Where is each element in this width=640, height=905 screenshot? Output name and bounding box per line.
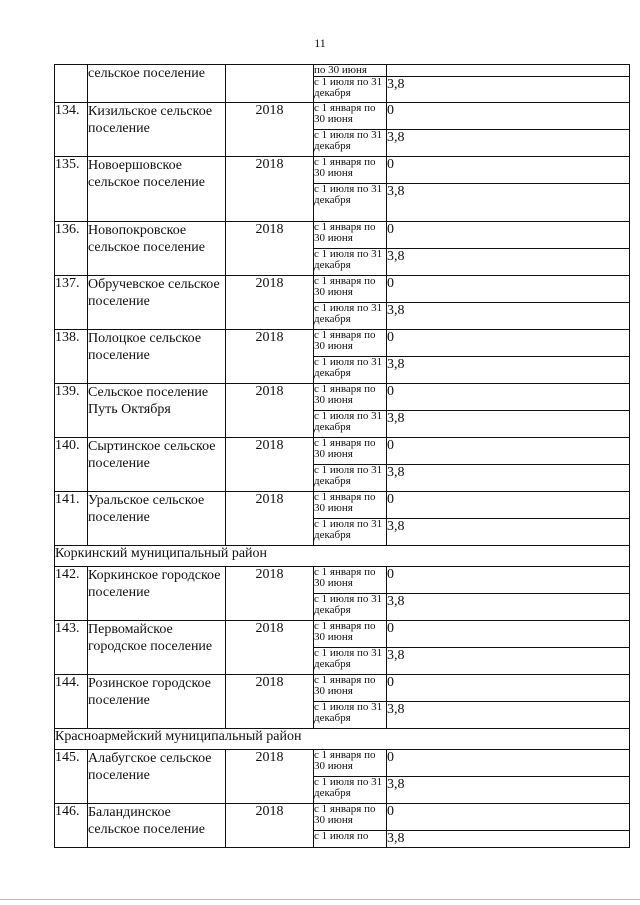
page-bottom-edge — [0, 899, 640, 900]
year: 2018 — [226, 330, 314, 384]
settlement-name: Уральское сельское поселение — [88, 492, 226, 546]
row-number: 145. — [55, 750, 88, 804]
year — [226, 65, 314, 103]
rate-first-half: 0 — [387, 621, 630, 648]
period-first-half: с 1 января по 30 июня — [314, 276, 387, 303]
table-row — [55, 492, 630, 519]
rate-first-half: 0 — [387, 222, 630, 249]
settlement-name: Баландинское сельское поселение — [88, 804, 226, 848]
rate-second-half: 3,8 — [387, 648, 630, 675]
period-first-half: с 1 января по 30 июня — [314, 567, 387, 594]
table-row — [55, 157, 630, 184]
settlement-name: сельское поселение — [88, 65, 226, 103]
settlement-name: Розинское городское поселение — [88, 675, 226, 729]
row-number — [55, 65, 88, 103]
settlement-name: Первомайское городское поселение — [88, 621, 226, 675]
period-second-half: с 1 июля по 31 декабря — [314, 411, 387, 438]
year: 2018 — [226, 157, 314, 222]
year: 2018 — [226, 276, 314, 330]
rate-second-half: 3,8 — [387, 777, 630, 804]
period-second-half: с 1 июля по 31 декабря — [314, 303, 387, 330]
settlement-name: Полоцкое сельское поселение — [88, 330, 226, 384]
period-second-half: с 1 июля по 31 декабря — [314, 249, 387, 276]
period-second-half: с 1 июля по 31 декабря — [314, 130, 387, 157]
period-second-half: с 1 июля по 31 декабря — [314, 77, 387, 103]
district-name: Коркинский муниципальный район — [55, 546, 630, 567]
rate-first-half: 0 — [387, 804, 630, 831]
period-second-half: с 1 июля по — [314, 831, 387, 848]
rate-second-half: 3,8 — [387, 594, 630, 621]
row-number: 143. — [55, 621, 88, 675]
period-first-half: с 1 января по 30 июня — [314, 157, 387, 184]
rate-first-half: 0 — [387, 675, 630, 702]
year: 2018 — [226, 675, 314, 729]
year: 2018 — [226, 567, 314, 621]
period-first-half: с 1 января по 30 июня — [314, 103, 387, 130]
row-number: 137. — [55, 276, 88, 330]
period-first-half: с 1 января по 30 июня — [314, 492, 387, 519]
row-number: 134. — [55, 103, 88, 157]
period-second-half: с 1 июля по 31 декабря — [314, 519, 387, 546]
rate-second-half: 3,8 — [387, 519, 630, 546]
rate-second-half: 3,8 — [387, 77, 630, 103]
row-number: 138. — [55, 330, 88, 384]
rate-second-half: 3,8 — [387, 411, 630, 438]
period-second-half: с 1 июля по 31 декабря — [314, 702, 387, 729]
year: 2018 — [226, 222, 314, 276]
rate-first-half: 0 — [387, 276, 630, 303]
rate-first-half: 0 — [387, 157, 630, 184]
year: 2018 — [226, 750, 314, 804]
settlement-name: Новопокровское сельское поселение — [88, 222, 226, 276]
district-name: Красноармейский муниципальный район — [55, 729, 630, 750]
rate-second-half: 3,8 — [387, 465, 630, 492]
page-number: 11 — [314, 36, 326, 50]
row-number: 144. — [55, 675, 88, 729]
settlement-name: Алабугское сельское поселение — [88, 750, 226, 804]
rate-first-half: 0 — [387, 438, 630, 465]
settlement-name: Сельское поселение Путь Октября — [88, 384, 226, 438]
rate-first-half: 0 — [387, 492, 630, 519]
period-first-half: с 1 января по 30 июня — [314, 675, 387, 702]
row-number: 141. — [55, 492, 88, 546]
district-row — [55, 729, 630, 750]
settlement-name: Кизильское сельское поселение — [88, 103, 226, 157]
year: 2018 — [226, 384, 314, 438]
table-row — [55, 750, 630, 777]
period-first-half: с 1 января по 30 июня — [314, 804, 387, 831]
table-row — [55, 384, 630, 411]
table-row — [55, 65, 630, 77]
settlement-name: Обручевское сельское поселение — [88, 276, 226, 330]
period-first-half: с 1 января по 30 июня — [314, 621, 387, 648]
period-first-half: с 1 января по 30 июня — [314, 222, 387, 249]
period-first-half: с 1 января по 30 июня — [314, 438, 387, 465]
rate-first-half — [387, 65, 630, 77]
rate-second-half: 3,8 — [387, 249, 630, 276]
period-second-half: с 1 июля по 31 декабря — [314, 594, 387, 621]
table-row — [55, 103, 630, 130]
rate-first-half: 0 — [387, 330, 630, 357]
period-second-half: с 1 июля по 31 декабря — [314, 777, 387, 804]
table-row — [55, 438, 630, 465]
table-row — [55, 621, 630, 648]
year: 2018 — [226, 804, 314, 848]
settlement-name: Новоершовское сельское поселение — [88, 157, 226, 222]
settlement-name: Коркинское городское поселение — [88, 567, 226, 621]
table-row — [55, 804, 630, 831]
rate-second-half: 3,8 — [387, 303, 630, 330]
period-first-half: по 30 июня — [314, 65, 387, 77]
year: 2018 — [226, 103, 314, 157]
period-second-half: с 1 июля по 31 декабря — [314, 465, 387, 492]
rate-first-half: 0 — [387, 567, 630, 594]
rate-second-half: 3,8 — [387, 130, 630, 157]
table-row — [55, 222, 630, 249]
year: 2018 — [226, 438, 314, 492]
year: 2018 — [226, 492, 314, 546]
table-row — [55, 276, 630, 303]
row-number: 136. — [55, 222, 88, 276]
tax-rate-table — [54, 64, 630, 848]
rate-first-half: 0 — [387, 384, 630, 411]
settlement-name: Сыртинское сельское поселение — [88, 438, 226, 492]
rate-first-half: 0 — [387, 103, 630, 130]
row-number: 142. — [55, 567, 88, 621]
rate-second-half: 3,8 — [387, 184, 630, 222]
table-body — [55, 65, 630, 848]
rate-second-half: 3,8 — [387, 831, 630, 848]
table-row — [55, 330, 630, 357]
period-second-half: с 1 июля по 31 декабря — [314, 357, 387, 384]
row-number: 146. — [55, 804, 88, 848]
table-row — [55, 567, 630, 594]
period-first-half: с 1 января по 30 июня — [314, 384, 387, 411]
rate-first-half: 0 — [387, 750, 630, 777]
rate-second-half: 3,8 — [387, 357, 630, 384]
row-number: 139. — [55, 384, 88, 438]
period-first-half: с 1 января по 30 июня — [314, 330, 387, 357]
period-second-half: с 1 июля по 31 декабря — [314, 648, 387, 675]
row-number: 135. — [55, 157, 88, 222]
year: 2018 — [226, 621, 314, 675]
period-second-half: с 1 июля по 31 декабря — [314, 184, 387, 222]
period-first-half: с 1 января по 30 июня — [314, 750, 387, 777]
rate-second-half: 3,8 — [387, 702, 630, 729]
table-row — [55, 675, 630, 702]
row-number: 140. — [55, 438, 88, 492]
district-row — [55, 546, 630, 567]
